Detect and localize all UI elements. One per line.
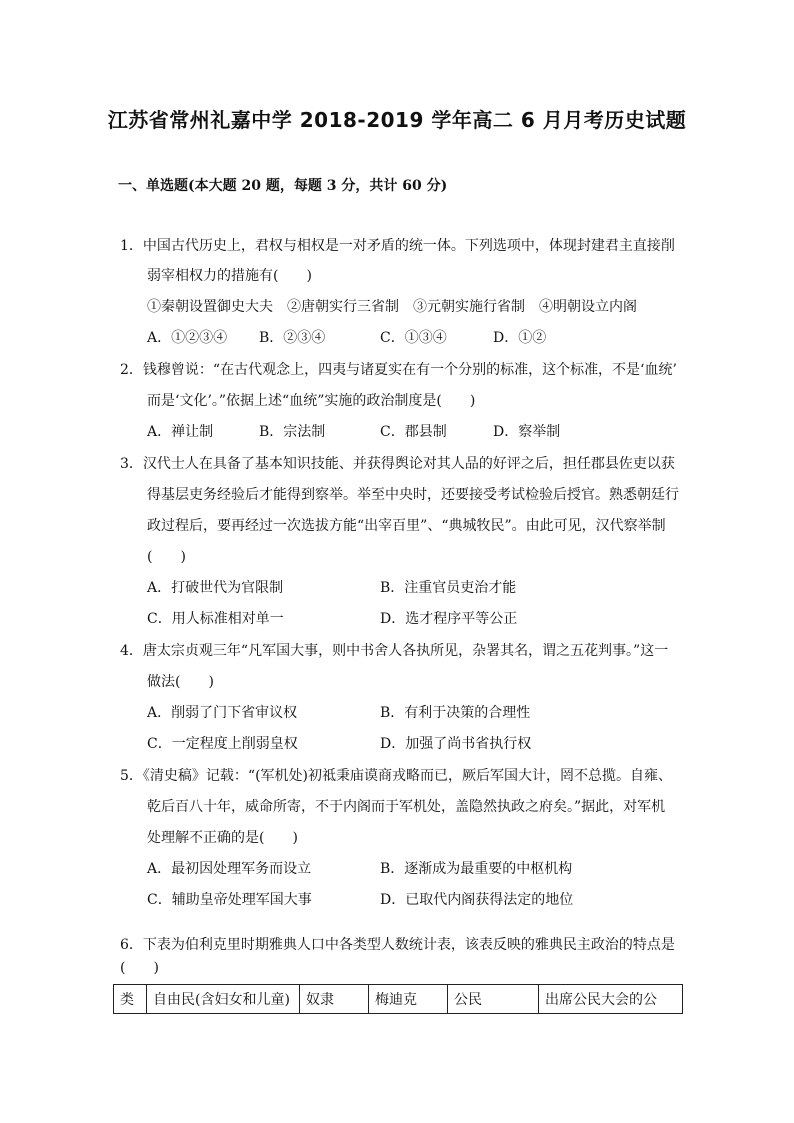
- question-3-option-b: B．注重官员吏治才能: [380, 580, 517, 596]
- question-4-line-2: 做法( ): [147, 674, 214, 690]
- question-5-option-c: C．辅助皇帝处理军国大事: [147, 892, 312, 908]
- question-5-option-b: B．逐渐成为最重要的中枢机构: [380, 861, 573, 877]
- table-row: [114, 985, 683, 1014]
- table-cell: 自由民(含妇女和儿童): [147, 985, 300, 1014]
- question-5-line-3: 处理解不正确的是( ): [147, 830, 298, 846]
- question-5-option-d: D．已取代内阁获得法定的地位: [380, 892, 574, 908]
- question-2-option-a: A．禅让制: [147, 424, 214, 440]
- question-4-line-1: 4．唐太宗贞观三年“凡军国大事，则中书舍人各执所见，杂署其名，谓之五花判事。”这一: [120, 643, 669, 659]
- question-3-option-a: A．打破世代为官限制: [147, 580, 284, 596]
- question-3-line-3: 政过程后，要再经过一次选拔方能“出宰百里”、“典城牧民”。由此可见，汉代察举制: [147, 518, 666, 534]
- table-cell: 公民: [448, 985, 539, 1014]
- section-heading: 一、单选题(本大题 20 题，每题 3 分，共计 60 分): [118, 178, 448, 194]
- question-2-option-c: C．郡县制: [380, 424, 447, 440]
- question-1-option-b: B．②③④: [259, 330, 326, 346]
- question-6-line-1: 6．下表为伯利克里时期雅典人口中各类型人数统计表，该表反映的雅典民主政治的特点是: [120, 937, 675, 953]
- question-3-option-d: D．选才程序平等公正: [380, 611, 518, 627]
- population-table: [113, 984, 683, 1014]
- table-cell: 类: [114, 985, 147, 1014]
- question-1-line-2: 弱宰相权力的措施有( ): [147, 268, 312, 284]
- question-4-option-a: A．削弱了门下省审议权: [147, 705, 298, 721]
- question-2-option-b: B．宗法制: [259, 424, 326, 440]
- question-4-option-d: D．加强了尚书省执行权: [380, 736, 532, 752]
- question-1-statements: ①秦朝设置御史大夫 ②唐朝实行三省制 ③元朝实施行省制 ④明朝设立内阁: [147, 299, 637, 315]
- question-3-option-c: C．用人标准相对单一: [147, 611, 284, 627]
- question-3-line-2: 得基层吏务经验后才能得到察举。举至中央时，还要接受考试检验后授官。熟悉朝廷行: [147, 487, 679, 503]
- question-3-line-1: 3．汉代士人在具备了基本知识技能、并获得舆论对其人品的好评之后，担任郡县佐吏以获: [120, 456, 675, 472]
- question-1-option-d: D．①②: [493, 330, 547, 346]
- question-1-line-1: 1．中国古代历史上，君权与相权是一对矛盾的统一体。下列选项中，体现封建君主直接削: [120, 238, 675, 254]
- table-cell: 梅迪克: [369, 985, 448, 1014]
- table-cell: 奴隶: [300, 985, 369, 1014]
- question-4-option-b: B．有利于决策的合理性: [380, 705, 531, 721]
- table-cell: 出席公民大会的公: [539, 985, 683, 1014]
- question-1-option-c: C．①③④: [380, 330, 447, 346]
- question-6-line-2: ( ): [120, 960, 159, 976]
- question-2-line-2: 而是‘文化’。”依据上述“血统”实施的政治制度是( ): [147, 393, 476, 409]
- question-2-line-1: 2．钱穆曾说：“在古代观念上，四夷与诸夏实在有一个分别的标准，这个标准，不是‘血统’: [120, 362, 677, 378]
- question-1-option-a: A．①②③④: [147, 330, 228, 346]
- question-4-option-c: C．一定程度上削弱皇权: [147, 736, 298, 752]
- question-5-line-1: 5．《清史稿》记载：“(军机处)初祗秉庙谟商戎略而已，厥后军国大计，罔不总揽。自雍、: [120, 768, 672, 784]
- question-5-line-2: 乾后百八十年，威命所寄，不于内阁而于军机处，盖隐然执政之府矣。”据此，对军机: [147, 799, 666, 815]
- question-3-line-4: ( ): [147, 549, 186, 565]
- question-2-option-d: D．察举制: [493, 424, 561, 440]
- question-5-option-a: A．最初因处理军务而设立: [147, 861, 312, 877]
- page-title: 江苏省常州礼嘉中学 2018-2019 学年高二 6 月月考历史试题: [107, 108, 687, 132]
